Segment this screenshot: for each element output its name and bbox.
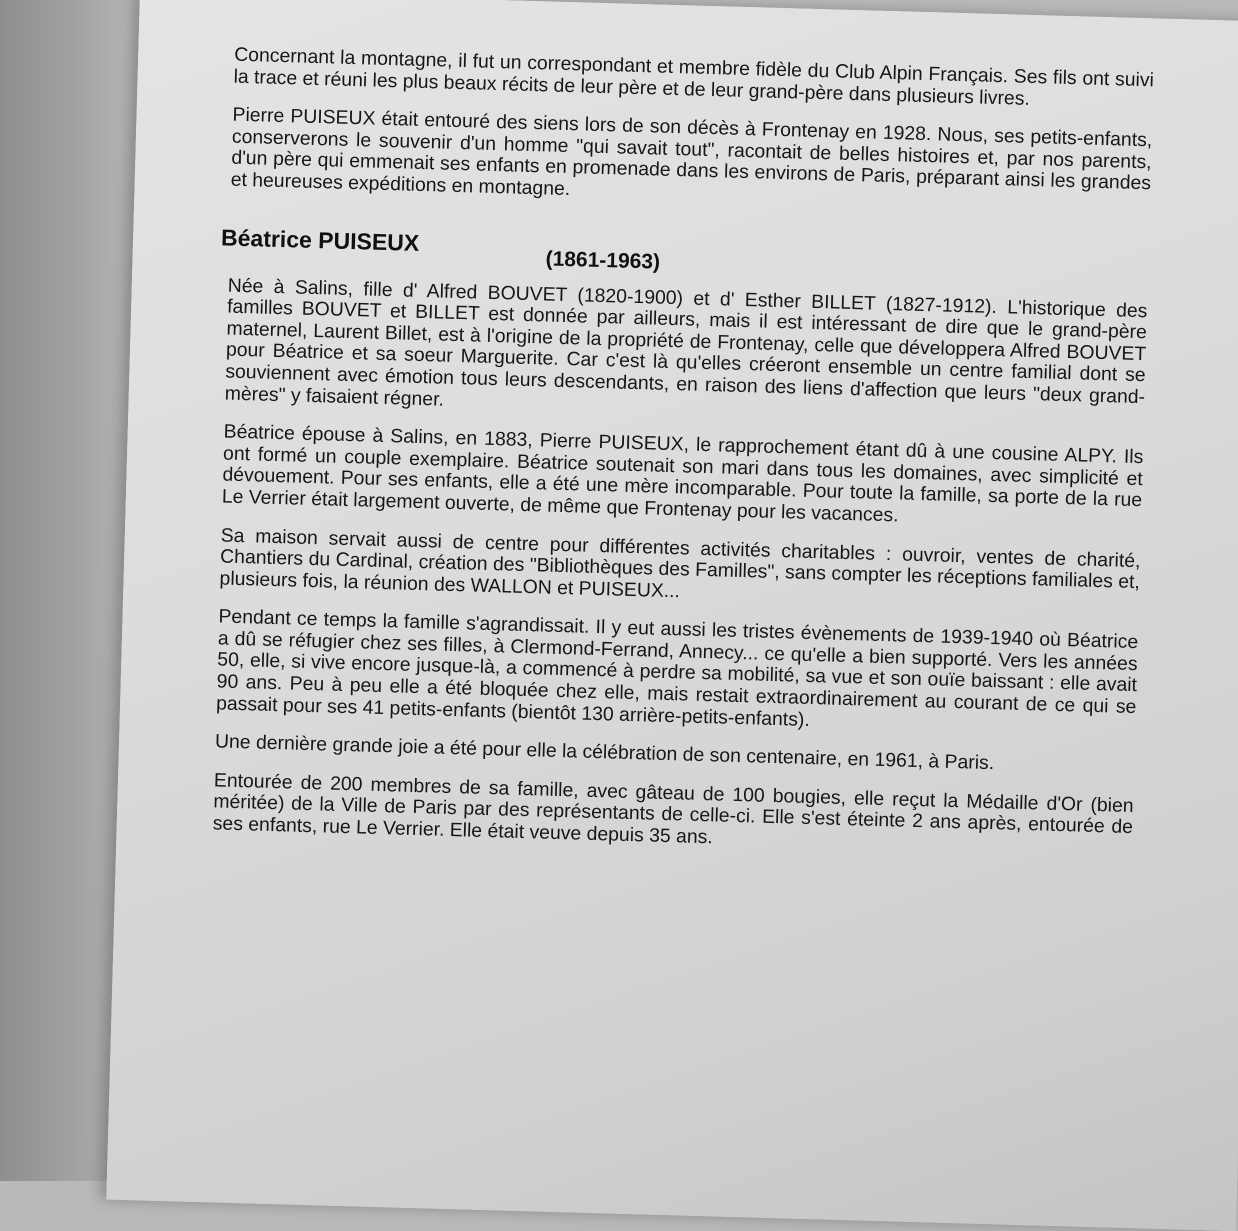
paragraph-death: Entourée de 200 membres de sa famille, avec gâteau de 100 bougies, elle reçut la Médaille d'Or (bien méritée) de la Ville de Paris par des représentants de celle-ci. Elle s'est éteinte 2 ans après, entourée de ses enfants, rue Le Verrier. Elle était veuve depuis 35 ans. xyxy=(212,769,1134,849)
paragraph-centenary: Une dernière grande joie a été pour elle la célébration de son centenaire, en 1961, à Paris. xyxy=(214,730,995,775)
paragraph-birth: Née à Salins, fille d' Alfred BOUVET (1820-1900) et d' Esther BILLET (1827-1912). L'historique des familles BOUVET et BILLET est donnée par ailleurs, mais il est intéressant de dire que le grand-père maternel, Laurent Billet, est à l'origine de la propriété de Frontenay, celle que développera Alfred BOUVET pour Béatrice et sa soeur Marguerite. Car c'est là qu'elles créeront ensemble un centre familial dont se souviennent avec émotion tous leurs descendants, en raison des liens d'affection que leurs "deux grand-mères" y faisaient régner. xyxy=(224,274,1148,411)
paragraph-war-years: Pendant ce temps la famille s'agrandissait. Il y eut aussi les tristes évènements de 1939-1940 où Béatrice a dû se réfugier chez ses filles, à Clermond-Ferrand, Annecy... ce qu'elle a bien supporté. Vers les années 50, elle, si vive encore jusque-là, a commencé à perdre sa mobilité, sa vue et son ouïe baissant : elle avait 90 ans. Peu à peu elle a été bloquée chez elle, mais restait extraordinairement au courant de ce qui se passait pour ses 41 petits-enfants (bientôt 130 arrière-petits-enfants). xyxy=(215,605,1139,731)
paragraph-pierre-death: Pierre PUISEUX était entouré des siens lors de son décès à Frontenay en 1928. Nous, ses petits-enfants, conserverons le souvenir d'un homme "qui savait tout", racontait de belles histoires et, par nos parents, d'un père qui emmenait ses enfants en promenade dans les environs de Paris, préparant ainsi les grandes et heureuses expéditions en montagne. xyxy=(230,103,1153,201)
section-heading-name: Béatrice PUISEUX xyxy=(220,223,420,256)
paragraph-charity: Sa maison servait aussi de centre pour différentes activités charitables : ouvroir, ventes de charité, Chantiers du Cardinal, création des "Bibliothèques des Familles", sans compter les réceptions familiales et, plusieurs fois, la réunion des WALLON et PUISEUX... xyxy=(219,523,1141,602)
document-page xyxy=(106,0,1238,1231)
paragraph-club-alpin: Concernant la montagne, il fut un correspondant et membre fidèle du Club Alpin Français. Ses fils ont suivi la trace et réuni les plus beaux récits de leur père et de leur grand-père dans plusieurs livres. xyxy=(233,43,1155,110)
section-heading-dates: (1861-1963) xyxy=(545,246,661,274)
paragraph-marriage: Béatrice épouse à Salins, en 1883, Pierre PUISEUX, le rapprochement étant dû à une cousine ALPY. Ils ont formé un couple exemplaire. Béatrice soutenait son mari dans tous les domaines, avec simplicité et dévouement. Pour ses enfants, elle a été une mère incomparable. Pour toute la famille, sa porte de la rue Le Verrier était largement ouverte, de même que Frontenay pour les vacances. xyxy=(221,420,1144,527)
page-text xyxy=(212,45,1154,878)
